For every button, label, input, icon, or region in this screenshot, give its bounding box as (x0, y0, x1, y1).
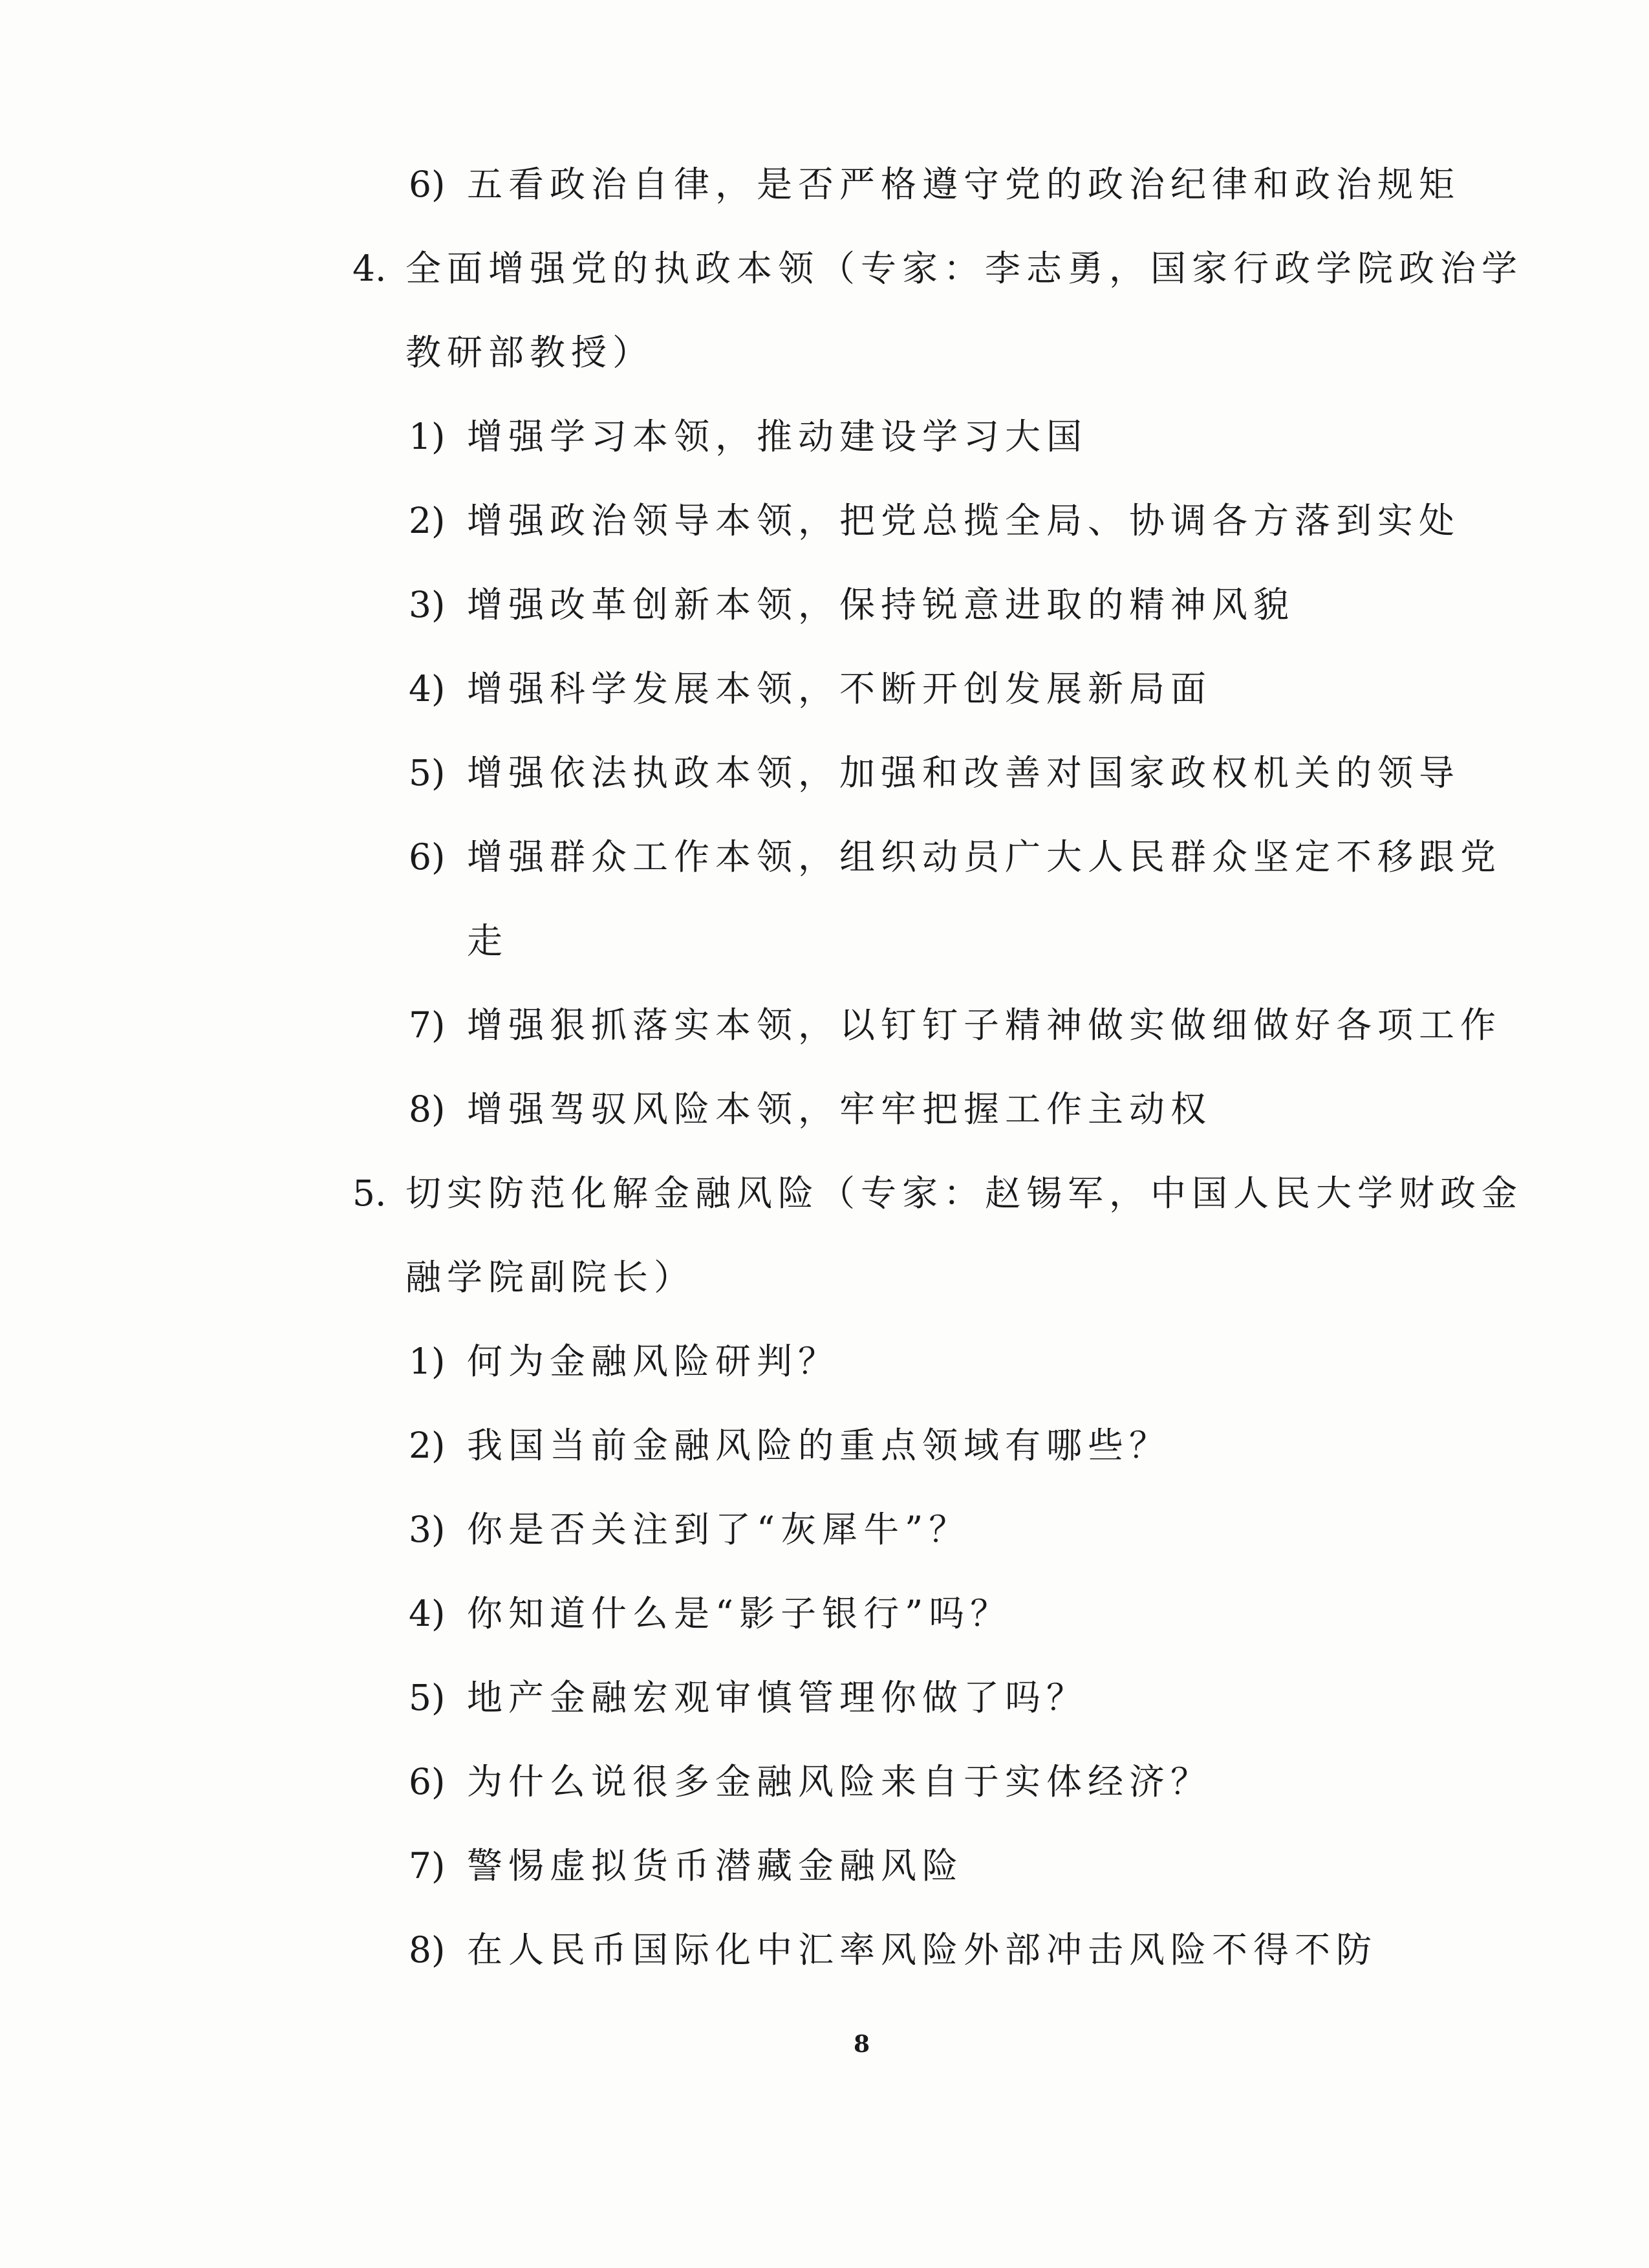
item-line (409, 1761, 1212, 1802)
section-text: 融学院副院长） (405, 1257, 696, 1298)
item-text: 增强依法执政本领，加强和改善对国家政权机关的领导 (467, 752, 1461, 794)
item-line (409, 1593, 1012, 1634)
item-number: 4) (409, 1593, 446, 1634)
item-number: 6) (409, 1761, 446, 1802)
item-text: 警惕虚拟货币潜藏金融风险 (467, 1845, 964, 1886)
item-text: 走 (467, 920, 509, 962)
item-number: 1) (409, 1341, 446, 1382)
section-text: 切实防范化解金融风险（专家：赵锡军，中国人民大学财政金 (405, 1172, 1524, 1214)
page-number: 8 (854, 2031, 870, 2058)
item-line (409, 1004, 1502, 1046)
item-line (409, 584, 1295, 625)
item-number: 7) (409, 1845, 446, 1886)
item-text: 你知道什么是“影子银行”吗？ (467, 1593, 1012, 1634)
section-number: 4. (352, 248, 387, 289)
item-number: 1) (409, 416, 446, 457)
item-number: 5) (409, 1677, 446, 1718)
item-number: 7) (409, 1004, 446, 1046)
section-text: 教研部教授） (405, 332, 654, 373)
item-text: 增强驾驭风险本领，牢牢把握工作主动权 (467, 1088, 1212, 1130)
item-number: 5) (409, 752, 446, 794)
item-number: 8) (409, 1088, 446, 1130)
item-number: 3) (409, 584, 446, 625)
section-heading-continued (405, 1257, 696, 1298)
item-number: 3) (409, 1509, 446, 1550)
item-number: 2) (409, 500, 446, 541)
item-line (409, 416, 1088, 457)
item-text: 增强群众工作本领，组织动员广大人民群众坚定不移跟党 (467, 836, 1502, 878)
item-text: 你是否关注到了“灰犀牛”？ (467, 1509, 971, 1550)
item-line (409, 1929, 1378, 1971)
item-line (409, 1677, 1088, 1718)
item-text: 我国当前金融风险的重点领域有哪些？ (467, 1425, 1171, 1466)
item-line (409, 1845, 964, 1886)
item-text: 增强改革创新本领，保持锐意进取的精神风貌 (467, 584, 1295, 625)
item-number: 4) (409, 668, 446, 709)
section-text: 全面增强党的执政本领（专家：李志勇，国家行政学院政治学 (405, 248, 1524, 289)
item-text: 为什么说很多金融风险来自于实体经济？ (467, 1761, 1212, 1802)
item-text: 在人民币国际化中汇率风险外部冲击风险不得不防 (467, 1929, 1378, 1971)
section-heading (352, 248, 1524, 289)
item-text: 五看政治自律，是否严格遵守党的政治纪律和政治规矩 (467, 164, 1461, 205)
item-line (409, 1425, 1171, 1466)
item-line-continued (467, 920, 509, 962)
item-text: 增强狠抓落实本领，以钉钉子精神做实做细做好各项工作 (467, 1004, 1502, 1046)
item-line (409, 752, 1461, 794)
section-heading (352, 1172, 1524, 1214)
item-line (409, 668, 1212, 709)
item-line (409, 836, 1502, 878)
item-line (409, 164, 1461, 205)
item-line (409, 1341, 840, 1382)
item-line (409, 1509, 971, 1550)
item-text: 地产金融宏观审慎管理你做了吗？ (467, 1677, 1088, 1718)
item-text: 增强科学发展本领，不断开创发展新局面 (467, 668, 1212, 709)
item-text: 增强政治领导本领，把党总揽全局、协调各方落到实处 (467, 500, 1461, 541)
item-number: 6) (409, 836, 446, 878)
item-text: 增强学习本领，推动建设学习大国 (467, 416, 1088, 457)
item-number: 8) (409, 1929, 446, 1971)
item-text: 何为金融风险研判？ (467, 1341, 840, 1382)
section-heading-continued (405, 332, 654, 373)
item-line (409, 500, 1461, 541)
item-line (409, 1088, 1212, 1130)
item-number: 2) (409, 1425, 446, 1466)
section-number: 5. (352, 1172, 387, 1214)
item-number: 6) (409, 164, 446, 205)
